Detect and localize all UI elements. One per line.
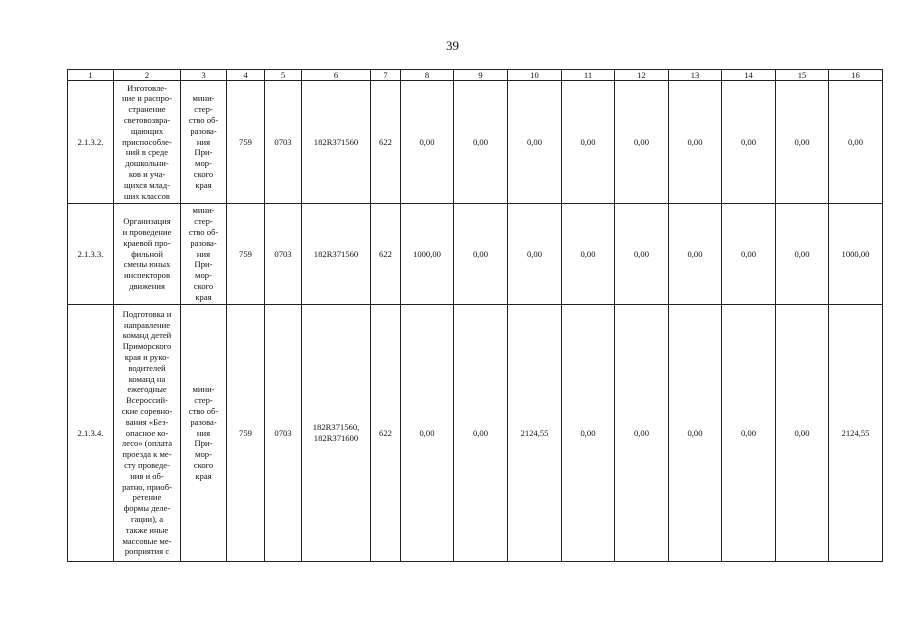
cell-col7: 622	[371, 204, 401, 305]
column-header: 13	[669, 70, 722, 81]
row-executor: мини- стер- ство об- разова- ния При- мор- ского края	[181, 305, 227, 562]
cell-col14: 0,00	[722, 81, 776, 204]
cell-col4: 759	[227, 81, 265, 204]
column-header: 5	[265, 70, 302, 81]
column-header: 11	[562, 70, 615, 81]
cell-col4: 759	[227, 305, 265, 562]
cell-col11: 0,00	[562, 305, 615, 562]
cell-col6: 182R371560	[302, 204, 371, 305]
column-header: 10	[508, 70, 562, 81]
column-header: 1	[68, 70, 114, 81]
cell-col13: 0,00	[669, 204, 722, 305]
column-header: 8	[401, 70, 454, 81]
cell-col9: 0,00	[454, 305, 508, 562]
cell-col16: 1000,00	[829, 204, 883, 305]
cell-col14: 0,00	[722, 305, 776, 562]
table-row	[68, 81, 883, 204]
row-activity-name: Подготовка и направление команд детей Приморского края и руко- водителей команд на ежегодные Всероссий- ские соревно- вания «Без- опасное ко- лесо» (оплата проезда к ме- сту проведе- ния и об- ратно, приоб- ретение формы деле- гации), а также иные массовые ме- роприятия с	[114, 305, 181, 562]
page-number: 39	[446, 38, 459, 53]
cell-col16: 0,00	[829, 81, 883, 204]
cell-col6: 182R371560, 182R371600	[302, 305, 371, 562]
cell-col6: 182R371560	[302, 81, 371, 204]
column-header: 16	[829, 70, 883, 81]
cell-col7: 622	[371, 81, 401, 204]
cell-col8: 0,00	[401, 81, 454, 204]
cell-col11: 0,00	[562, 204, 615, 305]
column-header: 3	[181, 70, 227, 81]
cell-col15: 0,00	[776, 204, 829, 305]
budget-table	[67, 69, 883, 562]
cell-col5: 0703	[265, 204, 302, 305]
cell-col7: 622	[371, 305, 401, 562]
column-header: 15	[776, 70, 829, 81]
cell-col12: 0,00	[615, 81, 669, 204]
cell-col13: 0,00	[669, 81, 722, 204]
row-activity-name: Организация и проведение краевой про- фильной смены юных инспекторов движения	[114, 204, 181, 305]
cell-col9: 0,00	[454, 81, 508, 204]
cell-col12: 0,00	[615, 305, 669, 562]
cell-col4: 759	[227, 204, 265, 305]
cell-col5: 0703	[265, 81, 302, 204]
cell-col8: 0,00	[401, 305, 454, 562]
cell-col10: 0,00	[508, 204, 562, 305]
cell-col9: 0,00	[454, 204, 508, 305]
header-row	[68, 70, 883, 81]
table-row	[68, 305, 883, 562]
cell-col10: 2124,55	[508, 305, 562, 562]
cell-col16: 2124,55	[829, 305, 883, 562]
table-row	[68, 204, 883, 305]
column-header: 4	[227, 70, 265, 81]
cell-col10: 0,00	[508, 81, 562, 204]
cell-col15: 0,00	[776, 81, 829, 204]
row-code: 2.1.3.2.	[68, 81, 114, 204]
cell-col14: 0,00	[722, 204, 776, 305]
column-header: 6	[302, 70, 371, 81]
column-header: 14	[722, 70, 776, 81]
row-activity-name: Изготовле- ние и распро- странение световозвра- щающих приспособле- ний в среде дошкольни- ков и уча- щихся млад- ших классов	[114, 81, 181, 204]
cell-col13: 0,00	[669, 305, 722, 562]
row-executor: мини- стер- ство об- разова- ния При- мор- ского края	[181, 81, 227, 204]
column-header: 2	[114, 70, 181, 81]
cell-col12: 0,00	[615, 204, 669, 305]
cell-col15: 0,00	[776, 305, 829, 562]
column-header: 12	[615, 70, 669, 81]
row-code: 2.1.3.3.	[68, 204, 114, 305]
row-executor: мини- стер- ство об- разова- ния При- мор- ского края	[181, 204, 227, 305]
row-code: 2.1.3.4.	[68, 305, 114, 562]
cell-col8: 1000,00	[401, 204, 454, 305]
column-header: 9	[454, 70, 508, 81]
column-header: 7	[371, 70, 401, 81]
cell-col11: 0,00	[562, 81, 615, 204]
cell-col5: 0703	[265, 305, 302, 562]
